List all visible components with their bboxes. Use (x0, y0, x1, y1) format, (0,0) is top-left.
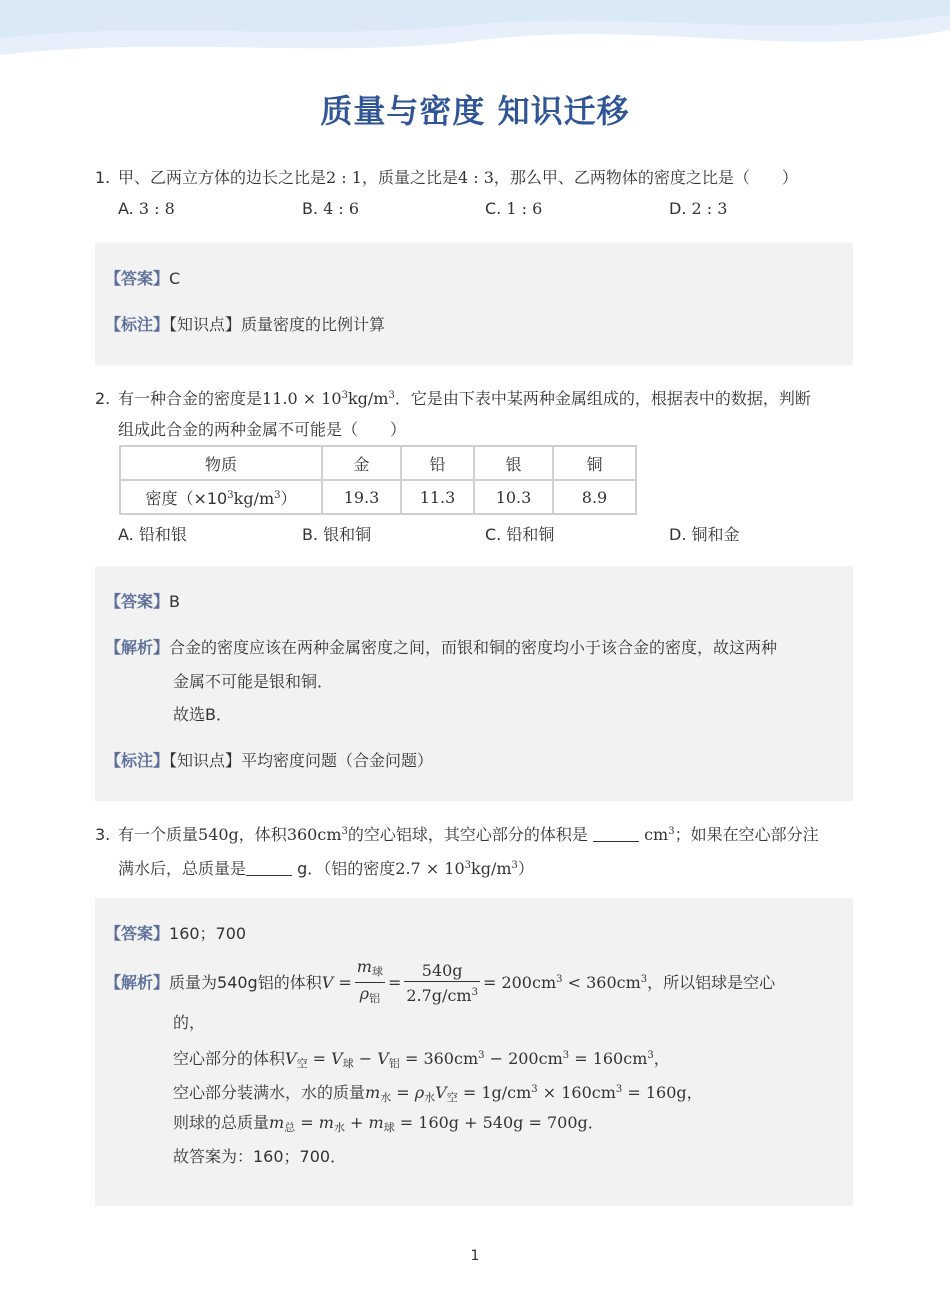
question-2-answer-box (95, 566, 853, 801)
note-text: 【知识点】平均密度问题（合金问题） (169, 751, 434, 770)
table-cell: 19.3 (322, 480, 401, 514)
question-2-number: 2. (95, 389, 111, 408)
answer-tag: 【答案】 (105, 269, 170, 288)
question-3-answer-box (95, 898, 853, 1206)
answer-row: 【答案】160；700 (105, 924, 247, 943)
option-a[interactable]: A. 3 : 8 (118, 199, 175, 218)
question-1-answer-box (95, 243, 853, 365)
analysis-line: 的， (173, 1013, 206, 1032)
fraction: $\frac{540g}{2.7g/cm^3}$ (406, 960, 478, 1005)
question-1-ratio-length: 2 : 1 (326, 168, 362, 187)
option-a[interactable]: A. 铅和银 (118, 525, 187, 544)
analysis-line: 则球的总质量$m_总 = m_水 + m_球 = 160g + 540g = 700g$． (173, 1113, 604, 1134)
table-cell: 8.9 (553, 480, 636, 514)
table-cell: 10.3 (474, 480, 553, 514)
question-1-line-1 (95, 166, 798, 190)
analysis-line: 故选B． (173, 705, 232, 724)
analysis-row: 【解析】合金的密度应该在两种金属密度之间，而银和铜的密度均小于该合金的密度，故这两种 (105, 638, 778, 657)
question-2-line-2: 组成此合金的两种金属不可能是（ ） (118, 420, 407, 439)
question-3-line-2: 满水后，总质量是 g．（铝的密度$2.7 \times 10^3kg/m^3$） (118, 859, 534, 878)
analysis-line: 故答案为：160；700． (173, 1147, 347, 1166)
table-header-cell: 铜 (553, 446, 636, 480)
option-b[interactable]: B. 银和铜 (302, 525, 372, 544)
analysis-line: 金属不可能是银和铜． (173, 672, 334, 691)
answer-value: B (169, 592, 180, 611)
table-header-row (120, 446, 636, 480)
answer-blank-2[interactable] (246, 859, 292, 876)
question-2-options (118, 522, 858, 546)
option-d[interactable]: D. 铜和金 (669, 525, 740, 544)
page-number: 1 (470, 1248, 480, 1264)
option-d[interactable]: D. 2 : 3 (669, 199, 728, 218)
table-header-cell: 物质 (120, 446, 322, 480)
note-row: 【标注】【知识点】平均密度问题（合金问题） (105, 751, 434, 770)
analysis-line: 空心部分装满水，水的质量$m_水 = \rho_水V_空 = 1g/cm^3 \times 160cm^3 = 160g$， (173, 1083, 703, 1104)
question-1-options (118, 199, 858, 223)
answer-value: 160；700 (169, 924, 247, 943)
question-1-text: ，质量之比是 (361, 168, 458, 187)
table-row (120, 480, 636, 514)
fraction: $\frac{m_球}{\rho_铝}$ (356, 957, 383, 1005)
table-header-cell: 银 (474, 446, 553, 480)
table-row-label: 密度$(\times 10^3kg/m^3)$ (120, 480, 322, 514)
option-b[interactable]: B. 4 : 6 (302, 199, 360, 218)
page-title: 质量与密度 知识迁移 (320, 92, 630, 130)
note-tag: 【标注】 (105, 315, 170, 334)
note-row (105, 313, 385, 337)
table-header-cell: 金 (322, 446, 401, 480)
option-c[interactable]: C. 铅和铜 (485, 525, 555, 544)
analysis-text: 合金的密度应该在两种金属密度之间，而银和铜的密度均小于该合金的密度，故这两种 (169, 638, 778, 657)
question-1-ratio-mass: 4 : 3 (457, 168, 494, 187)
answer-row: 【答案】B (105, 592, 180, 611)
question-1-number: 1. (95, 168, 111, 187)
answer-value: C (169, 269, 181, 288)
question-1-text: ，那么甲、乙两物体的密度之比是（ ） (493, 168, 798, 187)
question-3-number: 3. (95, 825, 111, 844)
question-1-text: 甲、乙两立方体的边长之比是 (118, 168, 327, 187)
table-cell: 11.3 (401, 480, 474, 514)
answer-blank-1[interactable] (593, 825, 639, 842)
answer-row (105, 267, 180, 291)
question-2-line-1: 2. 有一种合金的密度是$11.0 \times 10^3kg/m^3$．它是由下表中某两种金属组成的，根据表中的数据，判断 (95, 384, 811, 411)
note-text: 【知识点】质量密度的比例计算 (169, 315, 386, 334)
analysis-line: 空心部分的体积$V_空 = V_球 - V_铝 = 360cm^3 - 200cm^3 = 160cm^3$， (173, 1049, 670, 1070)
density-table (119, 445, 637, 515)
question-3-line-1: 3. 有一个质量540g，体积$360cm^3$的空心铝球，其空心部分的体积是 $cm^3$；如果在空心部分注 (95, 820, 819, 847)
header-wave-decoration (0, 0, 950, 70)
option-c[interactable]: C. 1 : 6 (485, 199, 543, 218)
analysis-row: 【解析】质量为540g铝的体积V = $\frac{m_球}{\rho_铝}$ = $\frac{540g}{2.7g/cm^3}$ = $200cm^3 < 360cm^3$，所以铝球是空心 (105, 956, 775, 1010)
table-header-cell: 铅 (401, 446, 474, 480)
